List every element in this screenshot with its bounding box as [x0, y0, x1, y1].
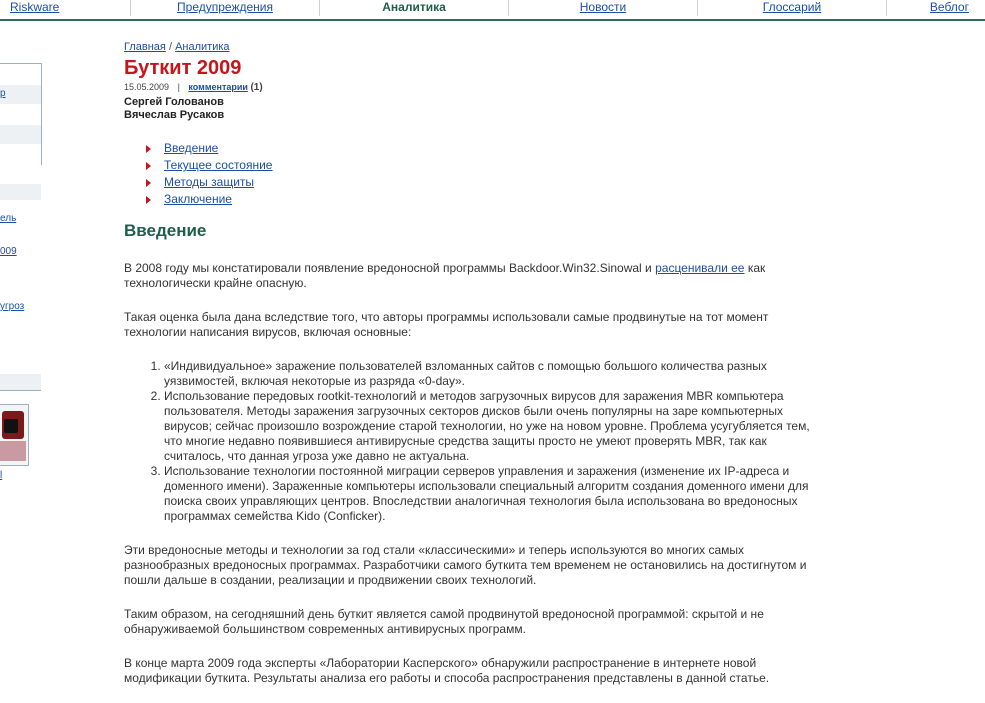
bullet-arrow-icon	[146, 162, 151, 170]
sidebar-link[interactable]: ель	[0, 213, 17, 224]
table-of-contents	[146, 140, 824, 208]
sidebar-box	[0, 63, 42, 165]
breadcrumb-home-link[interactable]: Главная	[124, 41, 166, 53]
article-meta	[124, 81, 824, 94]
nav-link-glossary[interactable]: Глоссарий	[762, 0, 822, 14]
paragraph-text: как технологически крайне опасную.	[124, 261, 766, 290]
toc-link-intro[interactable]: Введение	[164, 141, 219, 155]
author-name: Сергей Голованов	[124, 96, 224, 108]
toc-item	[146, 174, 824, 191]
nav-item-warnings[interactable]	[131, 0, 320, 16]
breadcrumb-section-link[interactable]: Аналитика	[175, 41, 230, 53]
meta-separator: |	[177, 82, 180, 92]
paragraph-text: В 2008 году мы констатировали появление вредоносной программы Backdoor.Win32.Sinowal и	[124, 261, 656, 275]
toc-item	[146, 191, 824, 208]
list-item: 3. Использование технологии постоянной миграции серверов управления и заражения (изменение их IP-адреса и доменного имени). Зараженные компьютеры использовали специальный алгоритм создания доменного имени для поиска своих управляющих центров. Впоследствии аналогичная технология была использована во вредоносных программах семейства Kido (Conficker).	[164, 464, 824, 524]
nav-divider	[0, 19, 985, 21]
article	[124, 40, 824, 686]
sidebar-link[interactable]: l	[0, 470, 3, 481]
paragraph: В конце марта 2009 года эксперты «Лаборатории Касперского» обнаружили распространение в интернете новой модификации буткита. Результаты анализа его работы и способа распространения представлены в данной статье.	[124, 656, 770, 685]
nav-link-riskware[interactable]: Riskware	[10, 0, 60, 14]
nav-item-news[interactable]	[509, 0, 698, 16]
left-sidebar	[0, 0, 45, 703]
assessment-link[interactable]: расценивали ее	[655, 261, 745, 275]
nav-link-news[interactable]: Новости	[579, 0, 627, 14]
paragraph: Эти вредоносные методы и технологии за год стали «классическими» и теперь используются во многих самых разнообразных вредоносных программах. Разработчики самого буткита тем временем не остановились на достигнутом и пошли дальше в создании, реализации и продвижении своих технологий.	[124, 543, 807, 587]
numbered-list	[124, 359, 824, 524]
bullet-arrow-icon	[146, 145, 151, 153]
toc-item	[146, 157, 824, 174]
sidebar-row[interactable]	[0, 85, 41, 105]
article-authors	[124, 96, 824, 122]
sidebar-link[interactable]: р	[0, 88, 6, 99]
nav-item-glossary[interactable]	[698, 0, 887, 16]
list-item: 2. Использование передовых rootkit-технологий и методов загрузочных вирусов для заражения MBR компьютера пользователя. Методы заражения загрузочных секторов дисков были очень популярны на заре компьютерных вирусов; сейчас произошло возрождение старой технологии, но уже на новом уровне. Проблема усугубляется тем, что многие недавно появившиеся антивирусные средства защиты просто не умеют проверять MBR, так как считалось, что данная угроза уже давно не актуальна.	[164, 389, 824, 464]
sidebar-link[interactable]: 009	[0, 246, 17, 257]
nav-link-weblog[interactable]: Веблог	[929, 0, 969, 14]
paragraph: Такая оценка была дана вследствие того, что авторы программы использовали самые продвинутые на тот момент технологии написания вирусов, включая основные:	[124, 310, 769, 339]
sidebar-row	[0, 125, 41, 145]
top-navigation	[0, 0, 985, 17]
toc-link-conclusion[interactable]: Заключение	[164, 192, 232, 206]
toc-link-protection[interactable]: Методы защиты	[164, 175, 255, 189]
bullet-arrow-icon	[146, 196, 151, 204]
section-heading: Введение	[124, 221, 207, 240]
toc-link-current-state[interactable]: Текущее состояние	[164, 158, 273, 172]
sidebar-row	[0, 145, 41, 165]
sidebar-divider	[0, 390, 41, 391]
sidebar-row	[0, 105, 41, 125]
breadcrumb-separator: /	[168, 41, 172, 53]
comments-count: (1)	[250, 82, 263, 93]
paragraph	[124, 261, 824, 291]
nav-item-analytics[interactable]	[320, 0, 509, 16]
bullet-arrow-icon	[146, 179, 151, 187]
paragraph: Таким образом, на сегодняшний день буткит является самой продвинутой вредоносной программой: скрытой и не обнаруживаемой большинством современных антивирусных программ.	[124, 607, 764, 636]
breadcrumb	[124, 40, 824, 54]
sidebar-link[interactable]: угроз	[0, 301, 25, 312]
nav-link-warnings[interactable]: Предупреждения	[177, 0, 273, 14]
sidebar-header-bar	[0, 184, 41, 200]
sidebar-thumbnail-image[interactable]	[0, 404, 29, 466]
nav-link-analytics-active[interactable]: Аналитика	[382, 0, 446, 14]
sidebar-header-bar	[0, 374, 41, 390]
article-title: Буткит 2009	[124, 57, 242, 79]
article-date: 15.05.2009	[124, 82, 170, 92]
toc-item	[146, 140, 824, 157]
list-item: 1. «Индивидуальное» заражение пользователей взломанных сайтов с помощью большого количества разных уязвимостей, включая некоторые из разряда «0-day».	[164, 359, 824, 389]
author-name: Вячеслав Русаков	[124, 109, 225, 121]
nav-item-weblog[interactable]	[887, 0, 985, 16]
comments-link[interactable]: комментарии	[188, 82, 248, 92]
